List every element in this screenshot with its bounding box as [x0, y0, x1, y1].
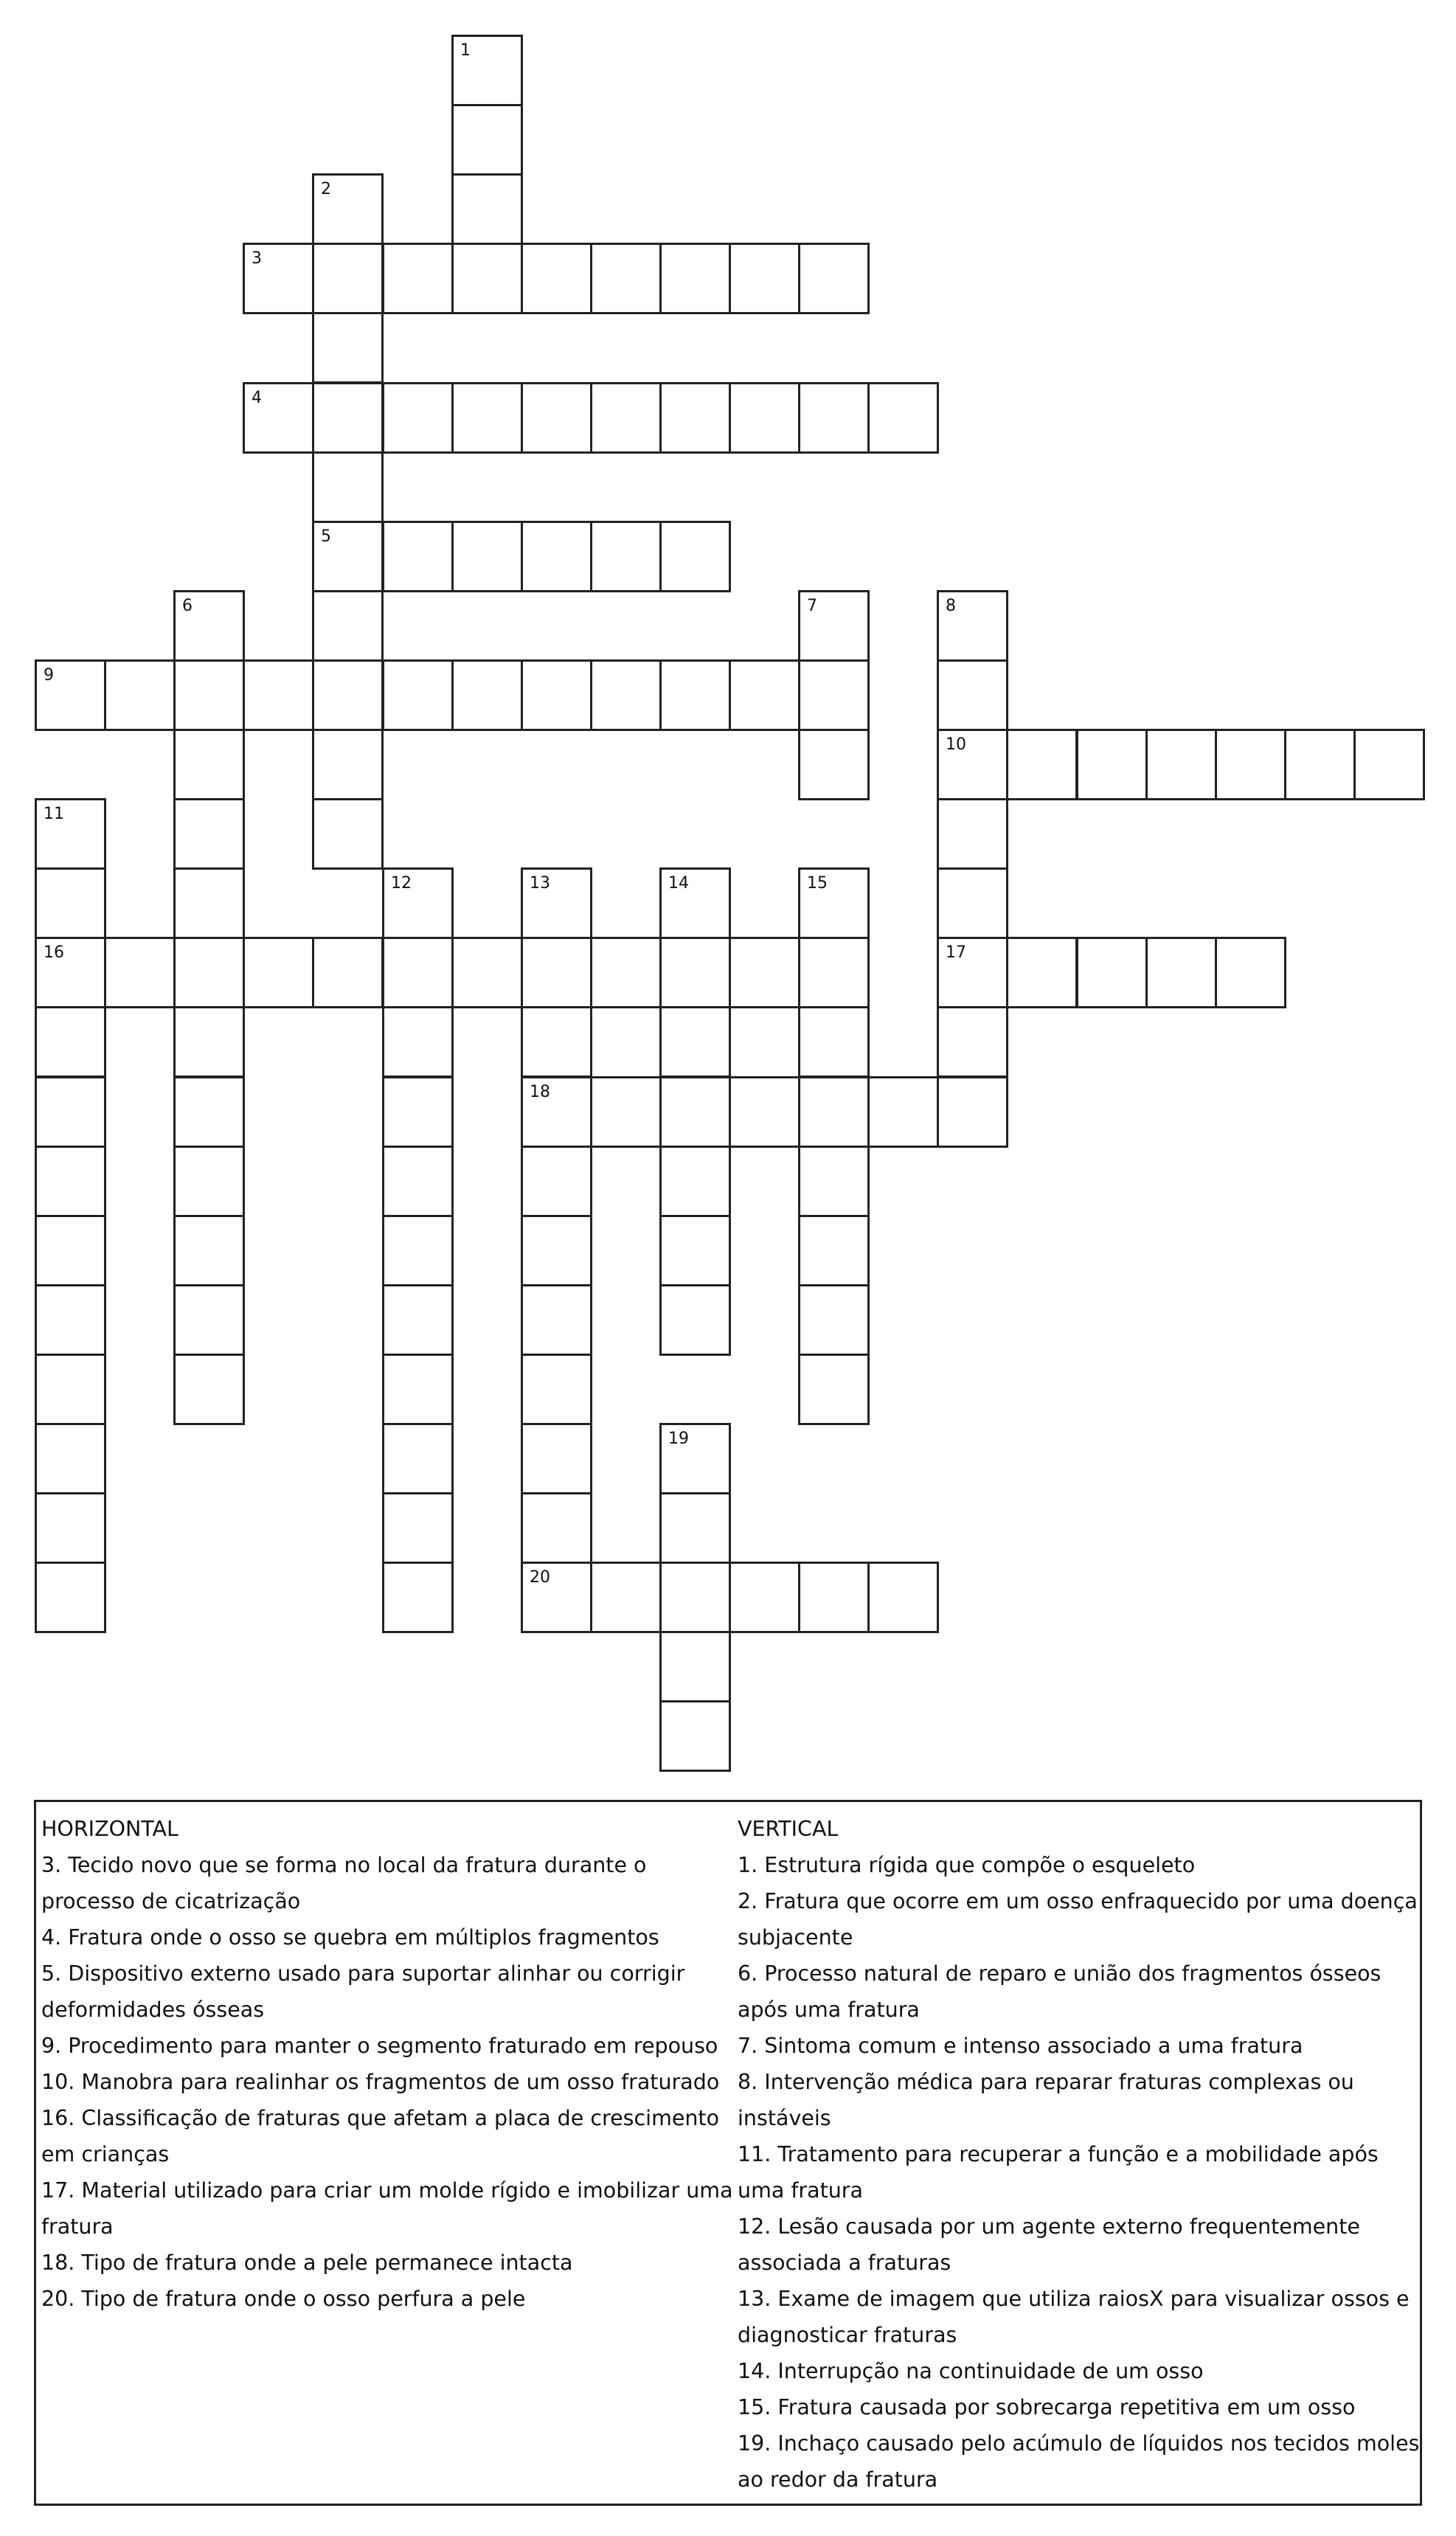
grid-cell[interactable] — [798, 659, 870, 731]
grid-cell[interactable] — [104, 659, 176, 731]
grid-cell[interactable] — [1006, 937, 1078, 1008]
clue-number: 11 — [44, 805, 64, 823]
clue-item: 1. Estrutura rígida que compõe o esqueleto — [738, 1853, 1196, 1877]
grid-cell[interactable] — [729, 1076, 800, 1148]
grid-cell[interactable] — [382, 1492, 454, 1564]
grid-cell[interactable] — [521, 1284, 592, 1356]
grid-cell[interactable] — [659, 243, 731, 314]
clue-number: 20 — [530, 1568, 550, 1587]
clue-item: 17. Material utilizado para criar um molde rígido e imobilizar uma fratura — [41, 2178, 733, 2239]
grid-cell[interactable] — [1076, 729, 1148, 800]
grid-cell[interactable] — [382, 1284, 454, 1356]
grid-cell[interactable] — [659, 382, 731, 454]
grid-cell[interactable] — [1215, 937, 1286, 1008]
grid-cell[interactable] — [867, 382, 939, 454]
grid-cell[interactable] — [451, 173, 523, 245]
grid-cell[interactable] — [1145, 937, 1217, 1008]
grid-cell[interactable] — [1076, 937, 1148, 1008]
grid-cell[interactable] — [312, 451, 384, 523]
clue-item: 14. Interrupção na continuidade de um osso — [738, 2359, 1204, 2383]
grid-cell[interactable] — [798, 590, 870, 662]
grid-cell[interactable] — [521, 1006, 592, 1078]
clue-item: 15. Fratura causada por sobrecarga repetitiva em um osso — [738, 2395, 1356, 2419]
grid-cell[interactable] — [312, 243, 384, 314]
grid-cell[interactable] — [659, 937, 731, 1008]
grid-cell[interactable] — [173, 1146, 245, 1217]
clue-item: 16. Classificação de fraturas que afetam a placa de crescimento em crianças — [41, 2106, 720, 2166]
grid-cell[interactable] — [659, 1146, 731, 1217]
grid-cell[interactable] — [798, 937, 870, 1008]
grid-cell[interactable] — [659, 521, 731, 592]
grid-cell[interactable] — [451, 937, 523, 1008]
grid-cell[interactable] — [798, 1146, 870, 1217]
grid-cell[interactable] — [521, 1423, 592, 1494]
grid-cell[interactable] — [937, 867, 1008, 939]
horizontal-heading: HORIZONTAL — [41, 1817, 178, 1841]
grid-cell[interactable] — [35, 867, 106, 939]
grid-cell[interactable] — [173, 1006, 245, 1078]
grid-cell[interactable] — [451, 104, 523, 176]
clue-number: 4 — [252, 389, 262, 407]
grid-cell[interactable] — [35, 1215, 106, 1286]
grid-cell[interactable] — [382, 937, 454, 1008]
clue-number: 12 — [391, 874, 412, 893]
clue-number: 6 — [182, 597, 193, 615]
clue-number: 16 — [44, 943, 64, 962]
grid-cell[interactable] — [798, 1562, 870, 1633]
grid-cell[interactable] — [173, 590, 245, 662]
grid-cell[interactable] — [659, 1492, 731, 1564]
clue-item: 7. Sintoma comum e intenso associado a uma fratura — [738, 2034, 1303, 2058]
grid-cell[interactable] — [312, 798, 384, 870]
grid-cell[interactable] — [798, 1215, 870, 1286]
clue-number: 10 — [946, 735, 966, 754]
grid-cell[interactable] — [521, 243, 592, 314]
clue-item: 2. Fratura que ocorre em um osso enfraquecido por uma doença subjacente — [738, 1889, 1418, 1950]
grid-cell[interactable] — [451, 382, 523, 454]
clue-number: 8 — [946, 597, 956, 615]
grid-cell[interactable] — [382, 1146, 454, 1217]
grid-cell[interactable] — [243, 659, 314, 731]
grid-cell[interactable] — [35, 1006, 106, 1078]
grid-cell[interactable] — [867, 1076, 939, 1148]
grid-cell[interactable] — [451, 35, 523, 106]
grid-cell[interactable] — [1284, 729, 1356, 800]
grid-cell[interactable] — [659, 1215, 731, 1286]
clue-number: 13 — [530, 874, 550, 893]
grid-cell[interactable] — [590, 382, 662, 454]
grid-cell[interactable] — [798, 729, 870, 800]
grid-cell[interactable] — [521, 382, 592, 454]
clue-item: 20. Tipo de fratura onde o osso perfura a pele — [41, 2287, 526, 2311]
vertical-clue-list — [738, 1847, 1420, 2498]
grid-cell[interactable] — [937, 798, 1008, 870]
grid-cell[interactable] — [729, 382, 800, 454]
clue-number: 5 — [321, 527, 331, 546]
grid-cell[interactable] — [382, 1006, 454, 1078]
grid-cell[interactable] — [451, 659, 523, 731]
clue-item: 11. Tratamento para recuperar a função e a mobilidade após uma fratura — [738, 2142, 1379, 2203]
grid-cell[interactable] — [382, 1562, 454, 1633]
grid-cell[interactable] — [104, 937, 176, 1008]
grid-cell[interactable] — [659, 1006, 731, 1078]
grid-cell[interactable] — [382, 1076, 454, 1148]
grid-cell[interactable] — [312, 382, 384, 454]
grid-cell[interactable] — [798, 867, 870, 939]
clue-item: 3. Tecido novo que se forma no local da fratura durante o processo de cicatrização — [41, 1853, 647, 1913]
grid-cell[interactable] — [35, 1354, 106, 1425]
grid-cell[interactable] — [659, 659, 731, 731]
clue-item: 18. Tipo de fratura onde a pele permanece intacta — [41, 2251, 573, 2275]
grid-cell[interactable] — [35, 659, 106, 731]
grid-cell[interactable] — [521, 937, 592, 1008]
grid-cell[interactable] — [659, 1076, 731, 1148]
grid-cell[interactable] — [659, 1631, 731, 1702]
grid-cell[interactable] — [173, 1215, 245, 1286]
grid-cell[interactable] — [521, 521, 592, 592]
grid-cell[interactable] — [35, 1284, 106, 1356]
grid-cell[interactable] — [382, 867, 454, 939]
grid-cell[interactable] — [173, 729, 245, 800]
clues-box — [34, 1800, 1422, 2506]
grid-cell[interactable] — [451, 243, 523, 314]
clue-number: 15 — [807, 874, 828, 893]
grid-cell[interactable] — [521, 1146, 592, 1217]
grid-cell[interactable] — [798, 243, 870, 314]
grid-cell[interactable] — [35, 1076, 106, 1148]
grid-cell[interactable] — [382, 1215, 454, 1286]
clue-item: 12. Lesão causada por um agente externo frequentemente associada a fraturas — [738, 2214, 1360, 2275]
clue-number: 2 — [321, 180, 331, 198]
grid-cell[interactable] — [173, 937, 245, 1008]
grid-cell[interactable] — [729, 243, 800, 314]
grid-cell[interactable] — [521, 1562, 592, 1633]
grid-cell[interactable] — [35, 798, 106, 870]
grid-cell[interactable] — [243, 382, 314, 454]
grid-cell[interactable] — [729, 1562, 800, 1633]
grid-cell[interactable] — [729, 937, 800, 1008]
grid-cell[interactable] — [659, 1423, 731, 1494]
grid-cell[interactable] — [312, 312, 384, 384]
grid-cell[interactable] — [937, 590, 1008, 662]
grid-cell[interactable] — [521, 867, 592, 939]
grid-cell[interactable] — [173, 1354, 245, 1425]
grid-cell[interactable] — [312, 937, 384, 1008]
grid-cell[interactable] — [798, 1006, 870, 1078]
grid-cell[interactable] — [312, 729, 384, 800]
grid-cell[interactable] — [521, 1215, 592, 1286]
grid-cell[interactable] — [382, 659, 454, 731]
grid-cell[interactable] — [173, 1284, 245, 1356]
clue-item: 8. Intervenção médica para reparar fraturas complexas ou instáveis — [738, 2070, 1354, 2130]
grid-cell[interactable] — [173, 659, 245, 731]
grid-cell[interactable] — [312, 173, 384, 245]
grid-cell[interactable] — [867, 1562, 939, 1633]
grid-cell[interactable] — [312, 521, 384, 592]
grid-cell[interactable] — [729, 659, 800, 731]
grid-cell[interactable] — [937, 729, 1008, 800]
grid-cell[interactable] — [659, 1700, 731, 1772]
horizontal-clue-list — [41, 1847, 735, 2317]
grid-cell[interactable] — [382, 521, 454, 592]
clue-item: 13. Exame de imagem que utiliza raiosX para visualizar ossos e diagnosticar fraturas — [738, 2287, 1410, 2347]
clue-number: 14 — [668, 874, 689, 893]
grid-cell[interactable] — [35, 1492, 106, 1564]
grid-cell[interactable] — [35, 1146, 106, 1217]
clue-number: 19 — [668, 1430, 689, 1448]
grid-cell[interactable] — [659, 1284, 731, 1356]
grid-cell[interactable] — [798, 1354, 870, 1425]
grid-cell[interactable] — [382, 382, 454, 454]
grid-cell[interactable] — [521, 1076, 592, 1148]
grid-cell[interactable] — [1145, 729, 1217, 800]
grid-cell[interactable] — [798, 1076, 870, 1148]
grid-cell[interactable] — [312, 659, 384, 731]
grid-cell[interactable] — [798, 382, 870, 454]
grid-cell[interactable] — [382, 243, 454, 314]
horizontal-clues-column — [41, 1811, 735, 2317]
grid-cell[interactable] — [312, 590, 384, 662]
grid-cell[interactable] — [382, 1423, 454, 1494]
grid-cell[interactable] — [590, 243, 662, 314]
grid-cell[interactable] — [659, 1562, 731, 1633]
grid-cell[interactable] — [521, 1492, 592, 1564]
grid-cell[interactable] — [173, 1076, 245, 1148]
grid-cell[interactable] — [451, 521, 523, 592]
grid-cell[interactable] — [798, 1284, 870, 1356]
clue-item: 10. Manobra para realinhar os fragmentos de um osso fraturado — [41, 2070, 720, 2094]
grid-cell[interactable] — [382, 1354, 454, 1425]
grid-cell[interactable] — [937, 1076, 1008, 1148]
grid-cell[interactable] — [590, 521, 662, 592]
clue-item: 6. Processo natural de reparo e união dos fragmentos ósseos após uma fratura — [738, 1961, 1382, 2022]
clue-number: 1 — [460, 41, 471, 60]
grid-cell[interactable] — [521, 659, 592, 731]
clue-number: 3 — [252, 249, 262, 268]
grid-cell[interactable] — [243, 243, 314, 314]
vertical-heading: VERTICAL — [738, 1817, 839, 1841]
grid-cell[interactable] — [35, 1423, 106, 1494]
vertical-clues-column — [738, 1811, 1420, 2498]
grid-cell[interactable] — [173, 798, 245, 870]
grid-cell[interactable] — [35, 937, 106, 1008]
grid-cell[interactable] — [590, 937, 662, 1008]
grid-cell[interactable] — [1215, 729, 1286, 800]
grid-cell[interactable] — [659, 867, 731, 939]
grid-cell[interactable] — [1006, 729, 1078, 800]
clue-number: 7 — [807, 597, 817, 615]
clue-item: 4. Fratura onde o osso se quebra em múltiplos fragmentos — [41, 1925, 659, 1950]
grid-cell[interactable] — [937, 937, 1008, 1008]
grid-cell[interactable] — [521, 1354, 592, 1425]
clue-item: 5. Dispositivo externo usado para suportar alinhar ou corrigir deformidades ósseas — [41, 1961, 685, 2022]
grid-cell[interactable] — [937, 1006, 1008, 1078]
grid-cell[interactable] — [590, 1076, 662, 1148]
clue-item: 19. Inchaço causado pelo acúmulo de líquidos nos tecidos moles ao redor da fratura — [738, 2431, 1420, 2492]
clue-number: 9 — [44, 666, 54, 685]
grid-cell[interactable] — [173, 867, 245, 939]
clue-number: 18 — [530, 1083, 550, 1101]
grid-cell[interactable] — [243, 937, 314, 1008]
grid-cell[interactable] — [590, 659, 662, 731]
grid-cell[interactable] — [1353, 729, 1425, 800]
grid-cell[interactable] — [35, 1562, 106, 1633]
clue-number: 17 — [946, 943, 966, 962]
clue-item: 9. Procedimento para manter o segmento fraturado em repouso — [41, 2034, 718, 2058]
grid-cell[interactable] — [937, 659, 1008, 731]
grid-cell[interactable] — [590, 1562, 662, 1633]
